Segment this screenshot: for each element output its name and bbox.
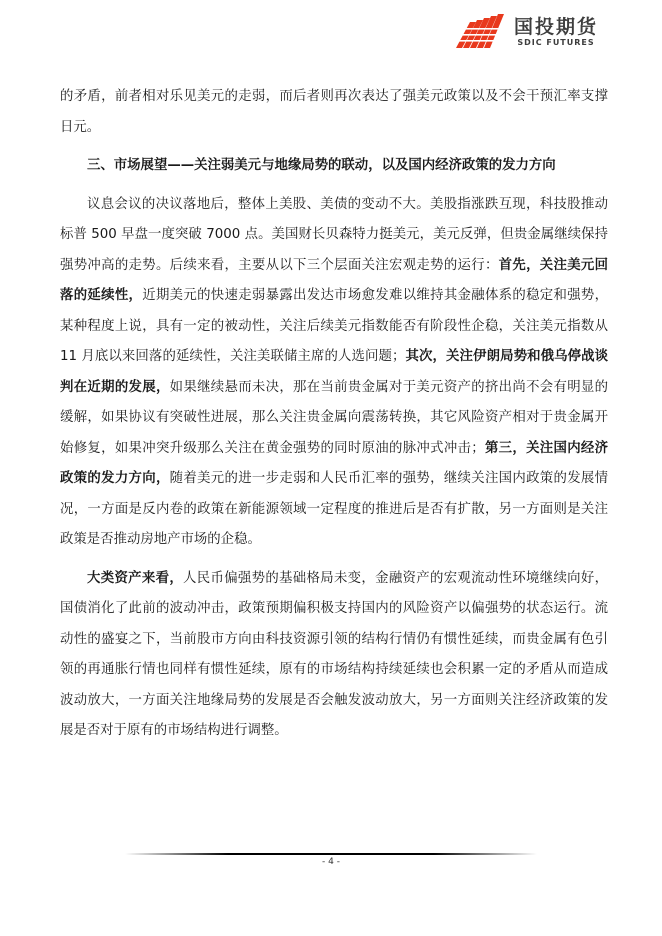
paragraph-continued: 的矛盾，前者相对乐见美元的走弱，而后者则再次表达了强美元政策以及不会干预汇率支撑日元。 xyxy=(60,89,608,135)
section-heading: 三、市场展望——关注弱美元与地缘局势的联动，以及国内经济政策的发力方向 xyxy=(87,158,556,173)
page-number: - 4 - xyxy=(322,857,340,867)
logo-text xyxy=(514,16,598,48)
asset-classes-lead: 大类资产来看， xyxy=(87,570,184,586)
outlook-text-4: 随着美元的进一步走弱和人民币汇率的强势，继续关注国内政策的发展情况，一方面是反内卷的政策在新能源领域一定程度的推进后是否有扩散，另一方面则是关注政策是否推动房地产市场的企稳。 xyxy=(60,471,609,547)
logo-chinese-name: 国投期货 xyxy=(513,16,598,38)
footer-divider xyxy=(125,853,537,855)
outlook-point-3: 第三，关注国内经济政策的发力方向， xyxy=(60,440,609,486)
sdic-logo-icon xyxy=(454,14,508,50)
paragraph-asset-classes xyxy=(60,564,608,747)
document-body xyxy=(60,82,608,747)
outlook-point-1: 首先，关注美元回落的延续性， xyxy=(60,257,609,303)
outlook-text-3: 如果继续悬而未决，那在当前贵金属对于美元资产的挤出尚不会有明显的缓解，如果协议有突破性进展，那么关注贵金属向震荡转换，其它风险资产相对于贵金属开始修复，如果冲突升级那么关注在黄金强势的同时原油的脉冲式冲击； xyxy=(60,379,609,456)
outlook-text-2: 近期美元的快速走弱暴露出发达市场愈发难以维持其金融体系的稳定和强势，某种程度上说，具有一定的被动性，关注后续美元指数能否有阶段性企稳，关注美元指数从 11 月底以来回落的延续性，关注美联储主席的人选问题； xyxy=(60,288,608,364)
paragraph-outlook xyxy=(60,190,608,556)
outlook-point-2: 其次，关注伊朗局势和俄乌停战谈判在近期的发展， xyxy=(60,349,608,395)
asset-classes-text: 人民币偏强势的基础格局未变，金融资产的宏观流动性环境继续向好，国债消化了此前的波动冲击，政策预期偏积极支持国内的风险资产以偏强势的状态运行。流动性的盛宴之下，当前股市方向由科技资源引领的结构行情仍有惯性延续，而贵金属有色引领的再通胀行情也同样有惯性延续，原有的市场结构持续延续也会积累一定的矛盾从而造成波动放大，一方面关注地缘局势的发展是否会触发波动放大，另一方面则关注经济政策的发展是否对于原有的市场结构进行调整。 xyxy=(60,570,609,738)
outlook-text-1: 议息会议的决议落地后，整体上美股、美债的变动不大。美股指涨跌互现，科技股推动标普 500 早盘一度突破 7000 点。美国财长贝森特力挺美元，美元反弹，但贵金属继续保持强势冲高的走势。后续来看，主要从以下三个层面关注宏观走势的运行： xyxy=(60,196,608,273)
logo-english-name: SDIC FUTURES xyxy=(517,38,595,47)
header-logo xyxy=(454,14,598,50)
